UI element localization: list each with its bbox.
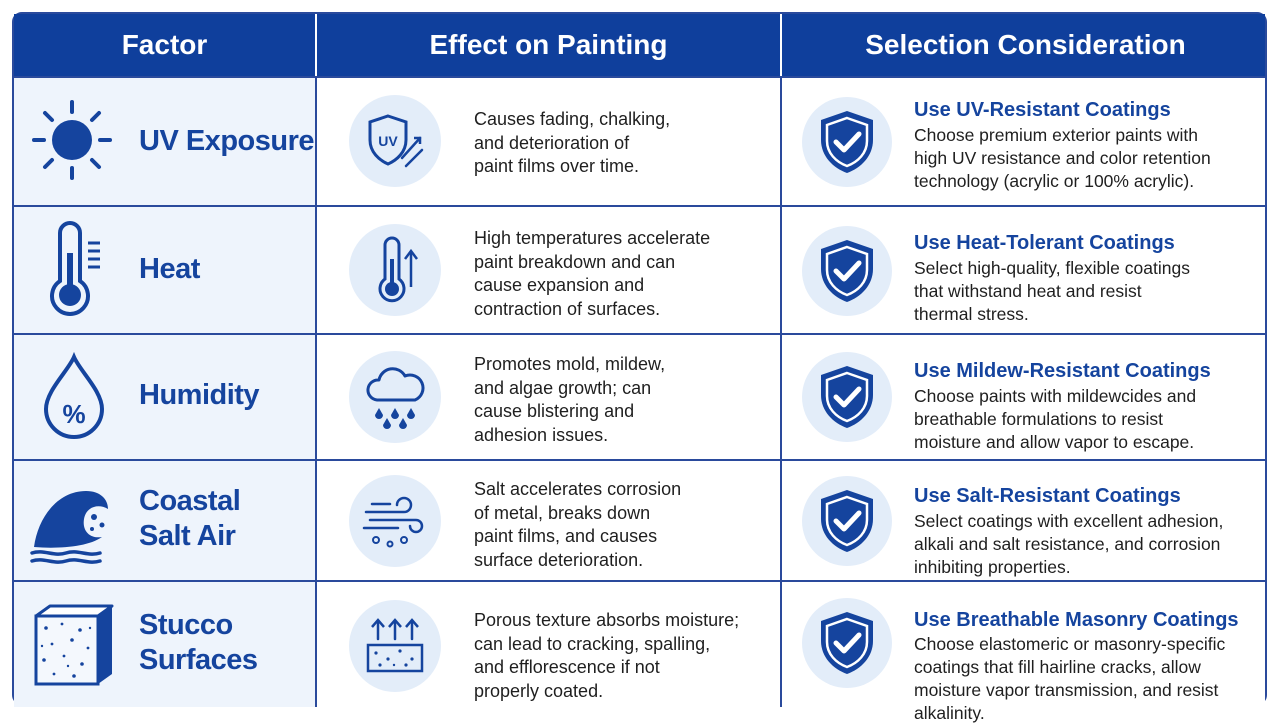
table-row [14, 205, 1265, 333]
consideration-cell [780, 78, 1265, 205]
effect-text: Causes fading, chalking, and deterioration of paint films over time. [474, 109, 671, 176]
consideration-text: Choose elastomeric or masonry-specific coatings that fill hairline cracks, allow moisture vapor transmission, and resist alkalinity. [914, 634, 1226, 723]
factor-label: Coastal Salt Air [139, 485, 241, 552]
factor-cell [14, 461, 315, 580]
comparison-table [12, 12, 1267, 723]
factor-label: UV Exposure [139, 125, 314, 157]
check-shield-icon [802, 226, 892, 316]
effect-cell [315, 582, 780, 707]
factor-label: Heat [139, 253, 200, 285]
factor-cell [14, 207, 315, 333]
consideration-title: Use Mildew-Resistant Coatings [914, 360, 1211, 382]
table-row [14, 333, 1265, 459]
consideration-cell [780, 335, 1265, 459]
factor-label: Stucco Surfaces [139, 609, 258, 676]
effect-text: Salt accelerates corrosion of metal, breaks down paint films, and causes surface deterioration. [474, 479, 682, 570]
svg-text:UV: UV [378, 133, 398, 149]
wind-icon [349, 475, 441, 567]
consideration-text: Choose premium exterior paints with high UV resistance and color retention technology (acrylic or 100% acrylic). [914, 125, 1211, 191]
consideration-text: Select high-quality, flexible coatings that withstand heat and resist thermal stress. [914, 258, 1190, 324]
check-shield-icon [802, 476, 892, 566]
table-row [14, 76, 1265, 205]
check-shield-icon [802, 352, 892, 442]
uv-shield-icon [349, 95, 441, 187]
rain-cloud-icon [349, 351, 441, 443]
consideration-cell [780, 461, 1265, 580]
consideration-title: Use Heat-Tolerant Coatings [914, 232, 1175, 254]
svg-text:%: % [62, 399, 86, 429]
humidity-drop-icon [28, 351, 116, 439]
consideration-text: Choose paints with mildewcides and breathable formulations to resist moisture and allow vapor to escape. [914, 386, 1197, 452]
thermometer-rising-icon [349, 224, 441, 316]
effect-text: High temperatures accelerate paint breakdown and can cause expansion and contraction of surfaces. [474, 228, 711, 319]
header-effect: Effect on Painting [429, 29, 668, 60]
consideration-title: Use UV-Resistant Coatings [914, 99, 1171, 121]
check-shield-icon [802, 598, 892, 688]
check-shield-icon [802, 97, 892, 187]
consideration-title: Use Breathable Masonry Coatings [914, 609, 1239, 631]
consideration-text: Select coatings with excellent adhesion, alkali and salt resistance, and corrosion inhibiting properties. [914, 511, 1224, 577]
wave-icon [28, 477, 116, 565]
consideration-cell [780, 207, 1265, 333]
effect-cell [315, 335, 780, 459]
table-header [14, 14, 1265, 76]
header-consideration: Selection Consideration [865, 29, 1186, 60]
effect-cell [315, 207, 780, 333]
sun-icon [28, 96, 116, 184]
porous-surface-icon [349, 600, 441, 692]
effect-cell [315, 461, 780, 580]
stucco-block-icon [28, 600, 116, 688]
factor-label: Humidity [139, 379, 260, 411]
header-factor: Factor [121, 29, 208, 60]
factor-cell [14, 335, 315, 459]
consideration-title: Use Salt-Resistant Coatings [914, 485, 1181, 507]
consideration-cell [780, 582, 1265, 723]
effect-text: Promotes mold, mildew, and algae growth; can cause blistering and adhesion issues. [474, 354, 666, 445]
table-row [14, 459, 1265, 580]
factor-cell [14, 582, 315, 707]
factor-cell [14, 78, 315, 205]
effect-text: Porous texture absorbs moisture; can lead to cracking, spalling, and efflorescence if not properly coated. [474, 610, 740, 701]
effect-cell [315, 78, 780, 205]
thermometer-icon [28, 223, 116, 311]
table-row [14, 580, 1265, 723]
